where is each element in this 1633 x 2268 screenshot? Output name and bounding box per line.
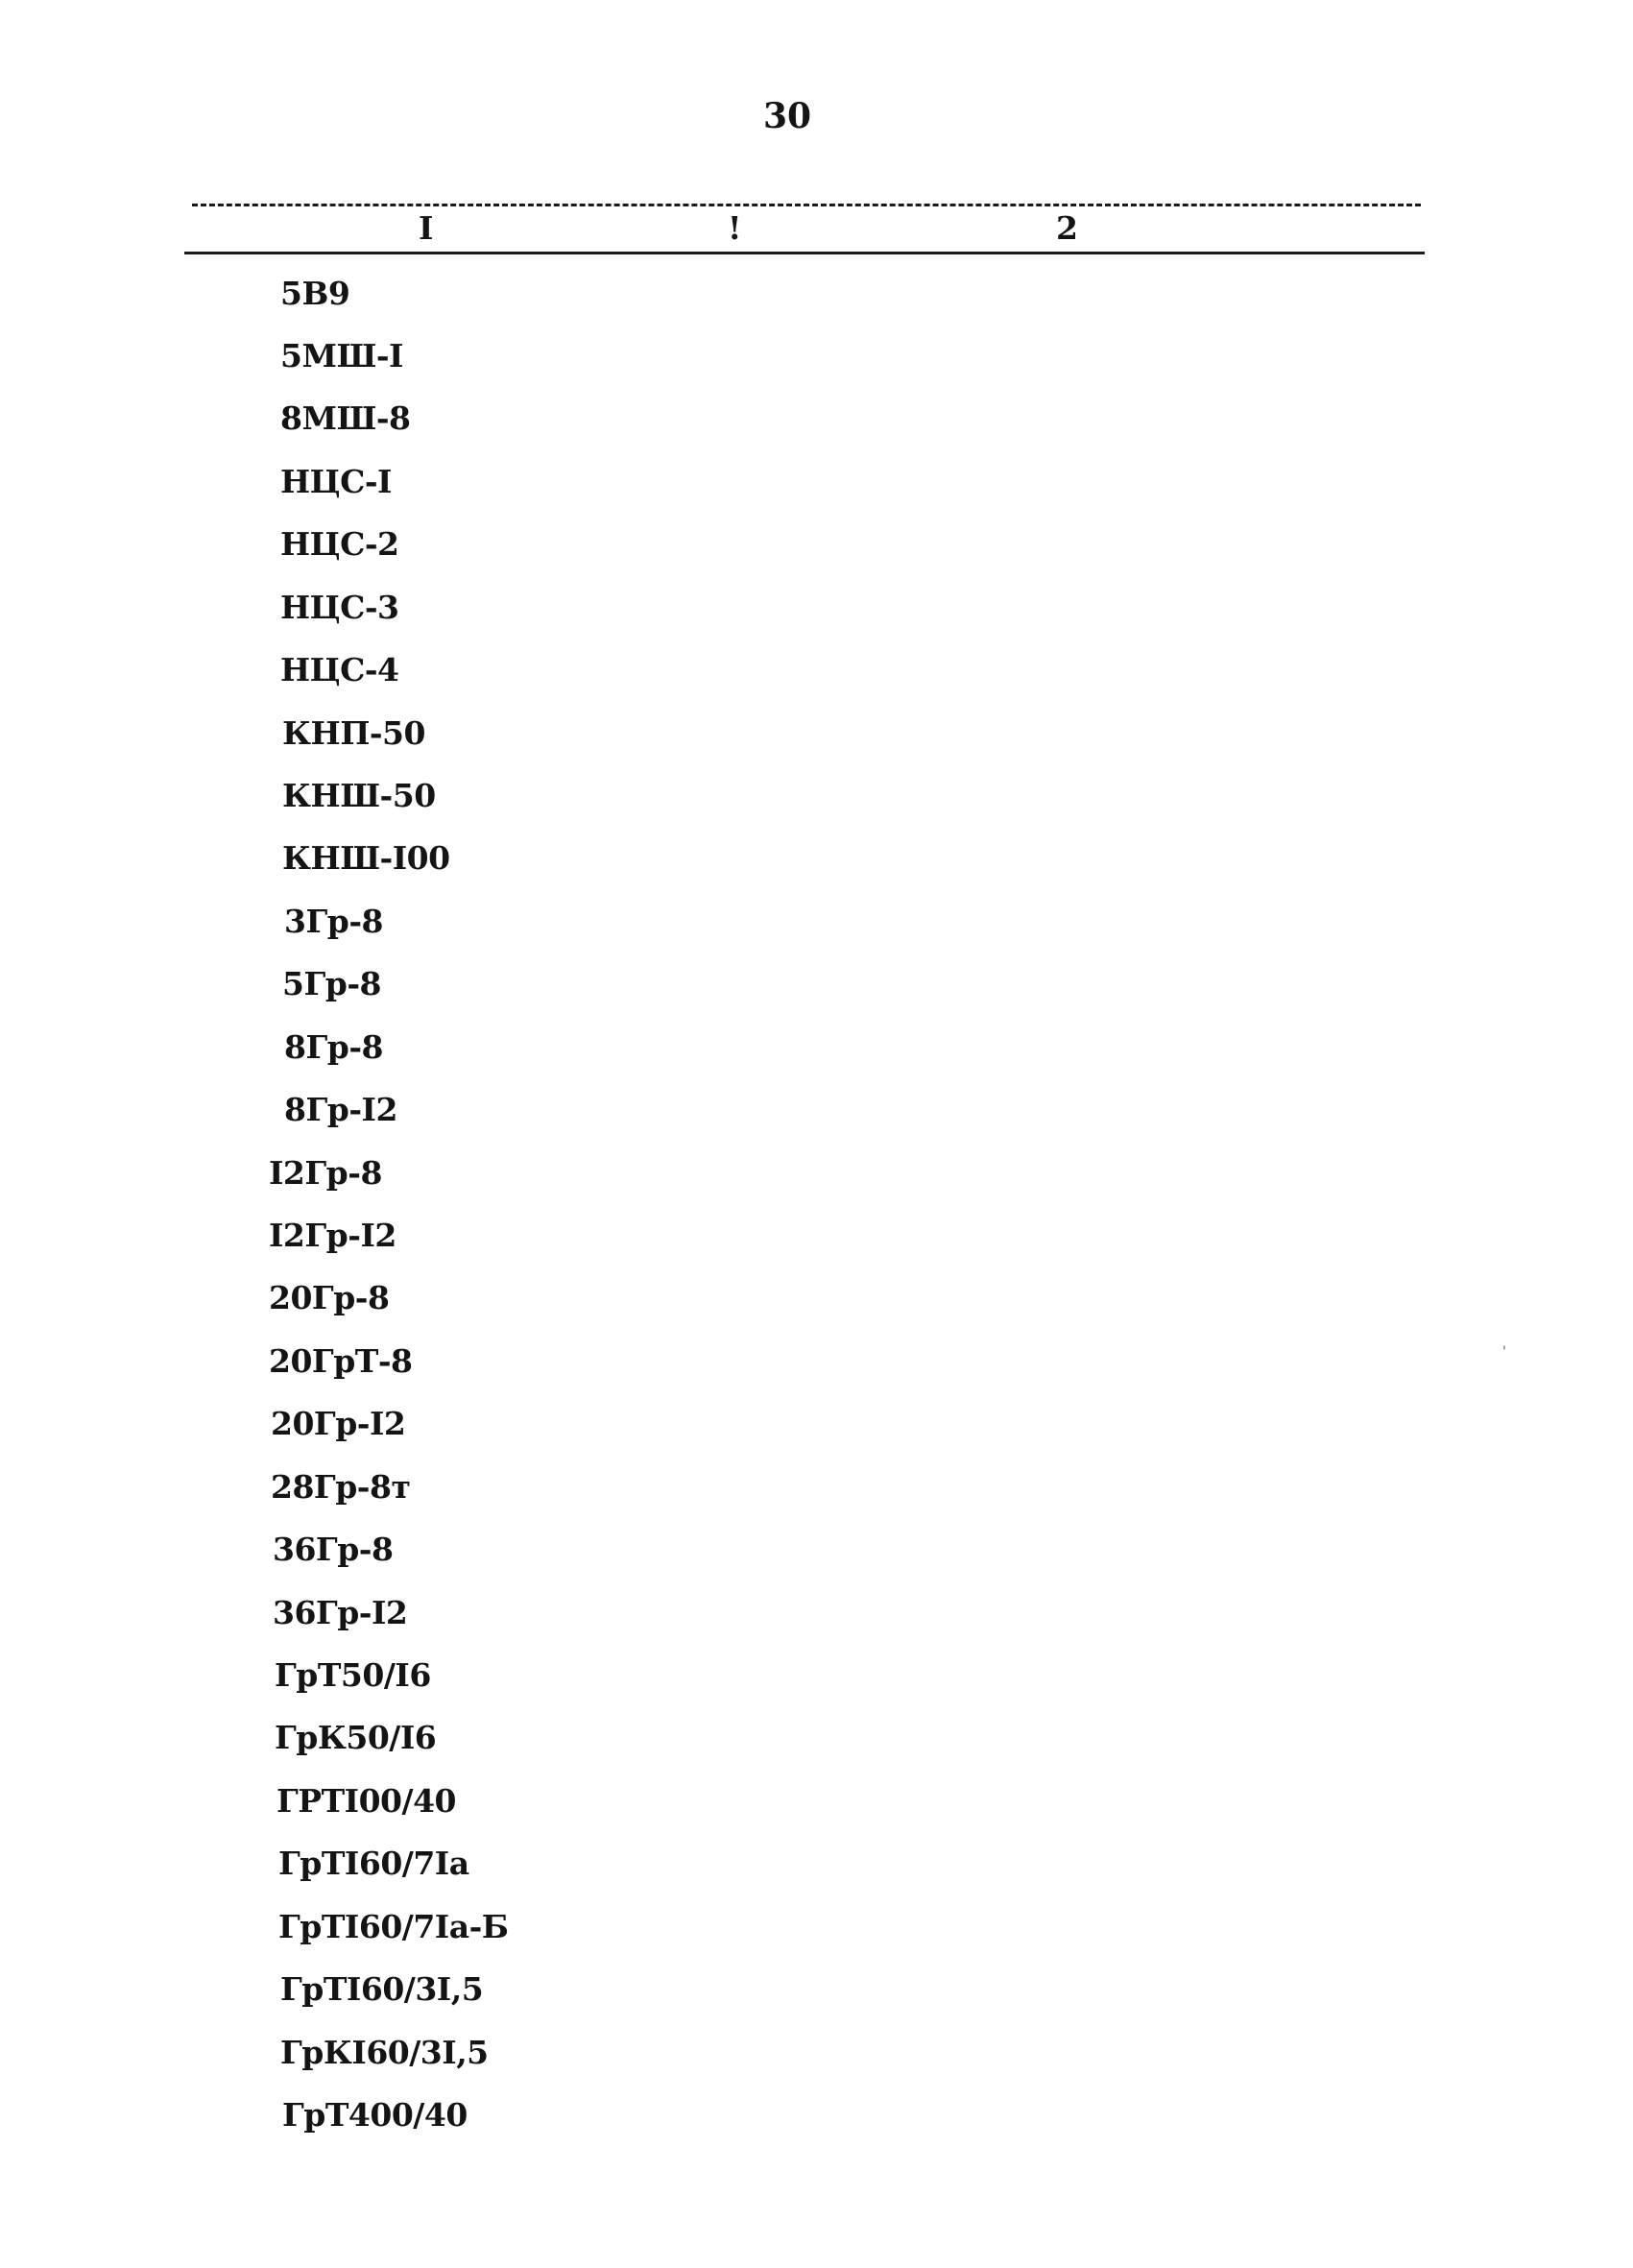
table-top-dashed-rule [192,204,1421,206]
column-header-2: 2 [1056,209,1078,247]
list-item: КНШ-50 [282,777,436,814]
list-item: 8Гр-8 [284,1028,383,1066]
list-item: НЦС-I [280,463,392,500]
list-item: ГРТI00/40 [276,1782,456,1820]
list-item: НЦС-2 [280,525,399,563]
list-item: 20Гр-8 [269,1279,390,1316]
list-item: 20ГрТ-8 [269,1342,413,1380]
list-item: I2Гр-8 [269,1154,382,1192]
list-item: 3Гр-8 [284,903,383,940]
list-item: ГрТI60/7Iа-Б [278,1908,509,1945]
list-item: ГрТ400/40 [282,2096,468,2134]
list-item: ГрТI60/3I,5 [280,1970,484,2008]
list-item: 5B9 [280,275,350,312]
list-item: ГрКI60/3I,5 [280,2034,489,2071]
list-item: 28Гр-8т [271,1468,411,1506]
list-item: 5МШ-I [280,337,403,374]
column-header-1: I [419,209,434,247]
list-item: 20Гр-I2 [271,1405,406,1442]
list-item: I2Гр-I2 [269,1217,396,1254]
header-underline-rule [184,252,1425,254]
page-number: 30 [762,96,812,136]
list-item: НЦС-4 [280,651,399,688]
list-item: КНП-50 [282,714,425,752]
list-item: 8МШ-8 [280,399,411,437]
list-item: ГрК50/I6 [275,1719,437,1756]
list-item: 36Гр-8 [273,1531,394,1568]
scan-speck: ' [1502,1344,1506,1360]
column-header-separator: ! [728,209,742,247]
list-item: 5Гр-8 [282,965,381,1002]
list-item: ГрТ50/I6 [275,1656,431,1694]
list-item: НЦС-3 [280,589,399,626]
list-item: ГрТI60/7Iа [278,1845,469,1882]
list-item: КНШ-I00 [282,839,450,877]
list-item: 36Гр-I2 [273,1594,408,1631]
list-item: 8Гр-I2 [284,1091,397,1128]
